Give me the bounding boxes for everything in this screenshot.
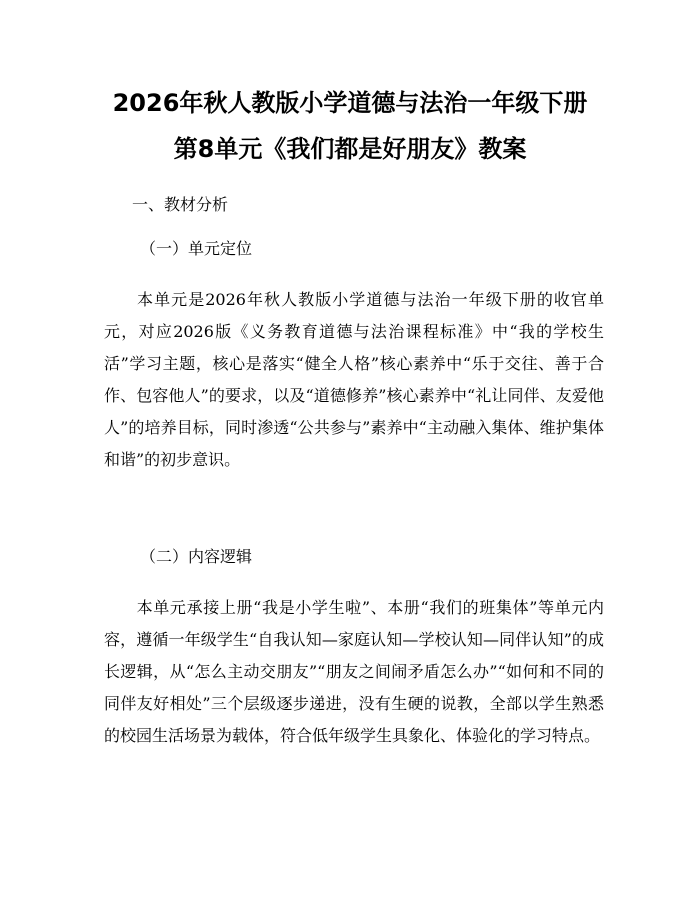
document-title-line-2: 第8单元《我们都是好朋友》教案 <box>173 135 527 163</box>
paragraph-content-logic <box>104 592 604 752</box>
document-title-line-1: 2026年秋人教版小学道德与法治一年级下册 <box>112 89 588 117</box>
subsection-heading-content-logic: （二）内容逻辑 <box>140 547 253 566</box>
paragraph-text: 本单元承接上册“我是小学生啦”、本册“我们的班集体”等单元内容，遵循一年级学生“自我认知—家庭认知—学校认知—同伴认知”的成长逻辑，从“怎么主动交朋友”“朋友之间闹矛盾怎么办”“如何和不同的同伴友好相处”三个层级逐步递进，没有生硬的说教，全部以学生熟悉的校园生活场景为载体，符合低年级学生具象化、体验化的学习特点。 <box>104 598 604 745</box>
paragraph-text: 本单元是2026年秋人教版小学道德与法治一年级下册的收官单元，对应2026版《义务教育道德与法治课程标准》中“我的学校生活”学习主题，核心是落实“健全人格”核心素养中“乐于交往、善于合作、包容他人”的要求，以及“道德修养”核心素养中“礼让同伴、友爱他人”的培养目标，同时渗透“公共参与”素养中“主动融入集体、维护集体和谐”的初步意识。 <box>104 290 604 469</box>
section-heading-textbook-analysis: 一、教材分析 <box>132 195 229 214</box>
subsection-heading-unit-positioning: （一）单元定位 <box>140 239 253 258</box>
paragraph-unit-positioning <box>104 284 604 476</box>
